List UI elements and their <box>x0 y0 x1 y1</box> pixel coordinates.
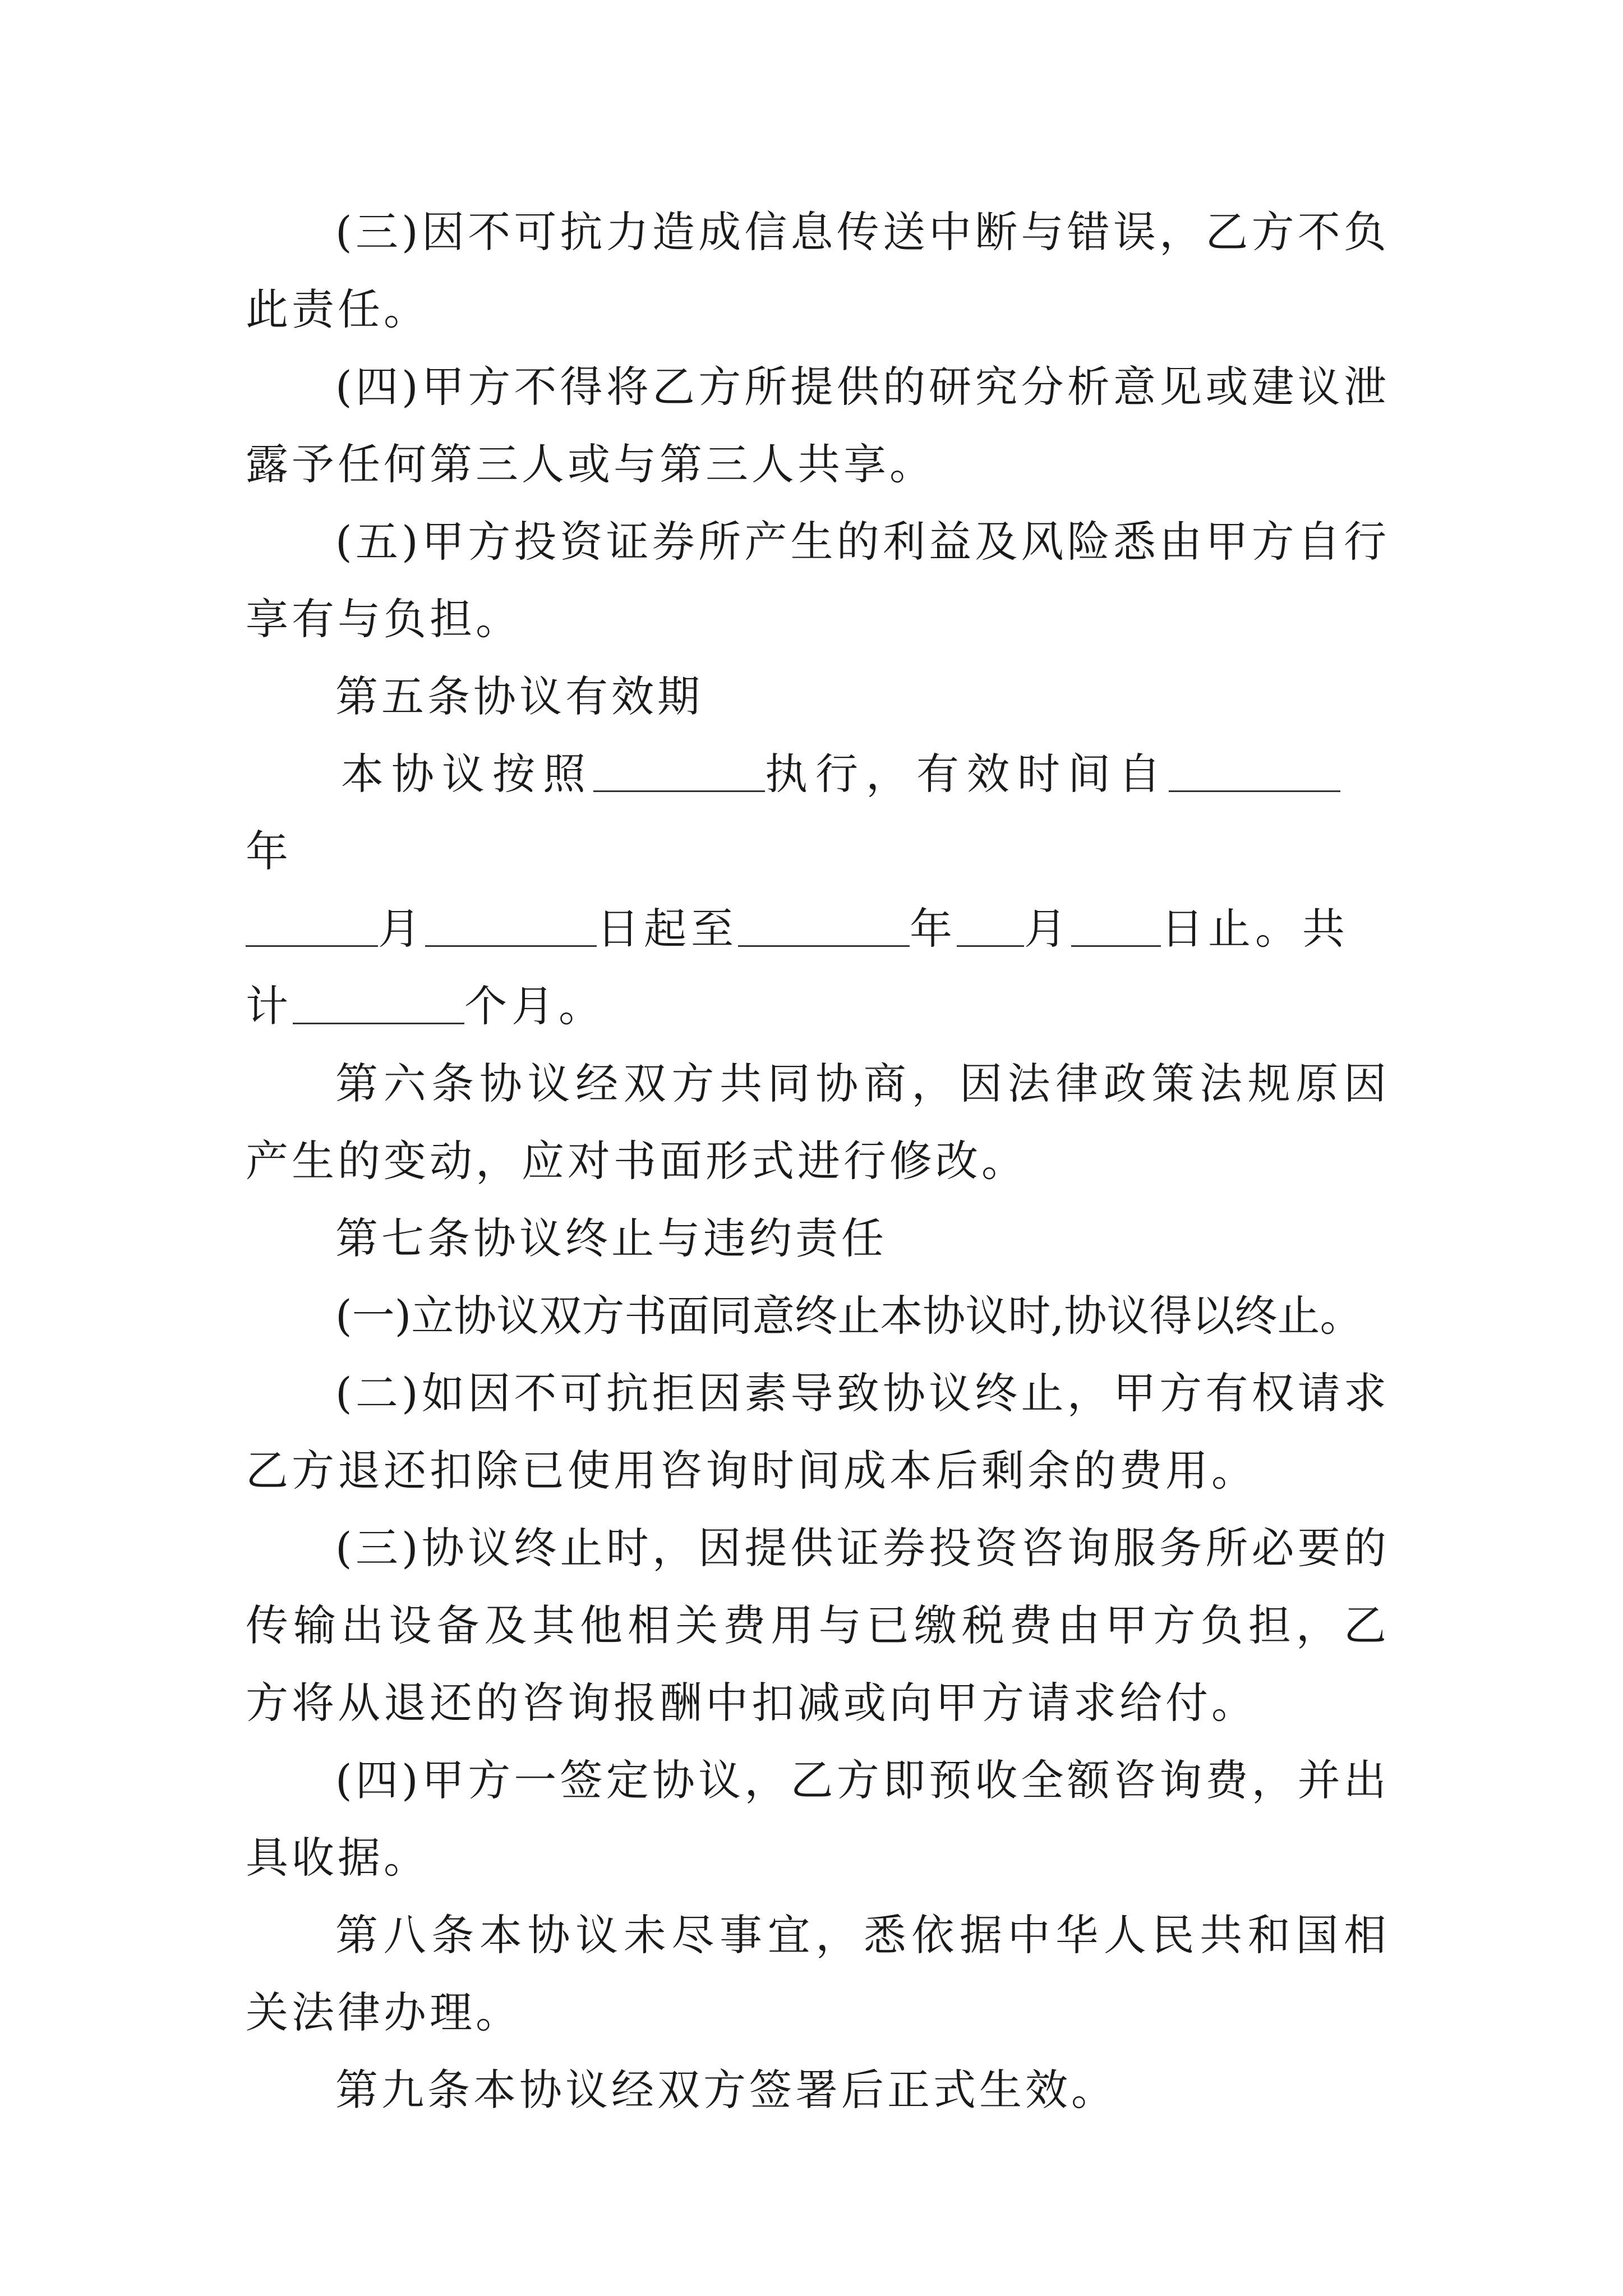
blank-start-month[interactable] <box>246 906 378 947</box>
clause-7-heading: 第七条协议终止与违约责任 <box>335 1213 887 1263</box>
clause-7-item-1: (一)立协议双方书面同意终止本协议时,协议得以终止。 <box>335 1291 1363 1341</box>
clause-6: 第六条协议经双方共同协商，因法律政策法规原因产生的变动，应对书面形式进行修改。 <box>246 1059 1390 1186</box>
blank-start-day[interactable] <box>425 906 597 947</box>
blank-total-months[interactable] <box>293 983 464 1024</box>
period-text-6: 年 <box>910 904 957 954</box>
period-text-9: 计 <box>246 981 293 1031</box>
blank-end-day[interactable] <box>1071 906 1161 947</box>
blank-basis[interactable] <box>593 751 765 792</box>
period-text-4: 月 <box>378 904 425 954</box>
period-text-3: 年 <box>246 826 296 876</box>
clause-4-item-5: (五)甲方投资证券所产生的利益及风险悉由甲方自行享有与负担。 <box>246 517 1390 644</box>
contract-body <box>246 194 1390 2129</box>
clause-5-period-line-2 <box>246 890 1390 968</box>
clause-7-item-2: (二)如因不可抗拒因素导致协议终止，甲方有权请求乙方退还扣除已使用咨询时间成本后剩余的费用。 <box>246 1368 1390 1496</box>
period-text-10: 个月。 <box>464 981 606 1031</box>
blank-start-year[interactable] <box>1169 751 1340 792</box>
blank-end-month[interactable] <box>957 906 1024 947</box>
clause-4-item-3: (三)因不可抗力造成信息传送中断与错误，乙方不负此责任。 <box>246 207 1390 334</box>
period-text-7: 月 <box>1024 904 1071 954</box>
clause-5-period-line-3 <box>246 968 1390 1045</box>
period-text-2: 执行，有效时间自 <box>765 749 1169 799</box>
clause-7-item-3: (三)协议终止时，因提供证券投资咨询服务所必要的传输出设备及其他相关费用与已缴税费由甲方负担，乙方将从退还的咨询报酬中扣减或向甲方请求给付。 <box>246 1523 1390 1728</box>
blank-end-year[interactable] <box>738 906 910 947</box>
clause-8: 第八条本协议未尽事宜，悉依据中华人民共和国相关法律办理。 <box>246 1910 1390 2037</box>
period-text-5: 日起至 <box>597 904 738 954</box>
period-text-1: 本协议按照 <box>341 749 593 799</box>
period-text-8: 日止。共 <box>1161 904 1349 954</box>
clause-5-period-line-1 <box>246 735 1390 890</box>
clause-9: 第九条本协议经双方签署后正式生效。 <box>335 2065 1117 2115</box>
clause-5-heading: 第五条协议有效期 <box>335 671 703 721</box>
clause-4-item-4: (四)甲方不得将乙方所提供的研究分析意见或建议泄露予任何第三人或与第三人共享。 <box>246 362 1390 489</box>
clause-7-item-4: (四)甲方一签定协议，乙方即预收全额咨询费，并出具收据。 <box>246 1755 1390 1883</box>
